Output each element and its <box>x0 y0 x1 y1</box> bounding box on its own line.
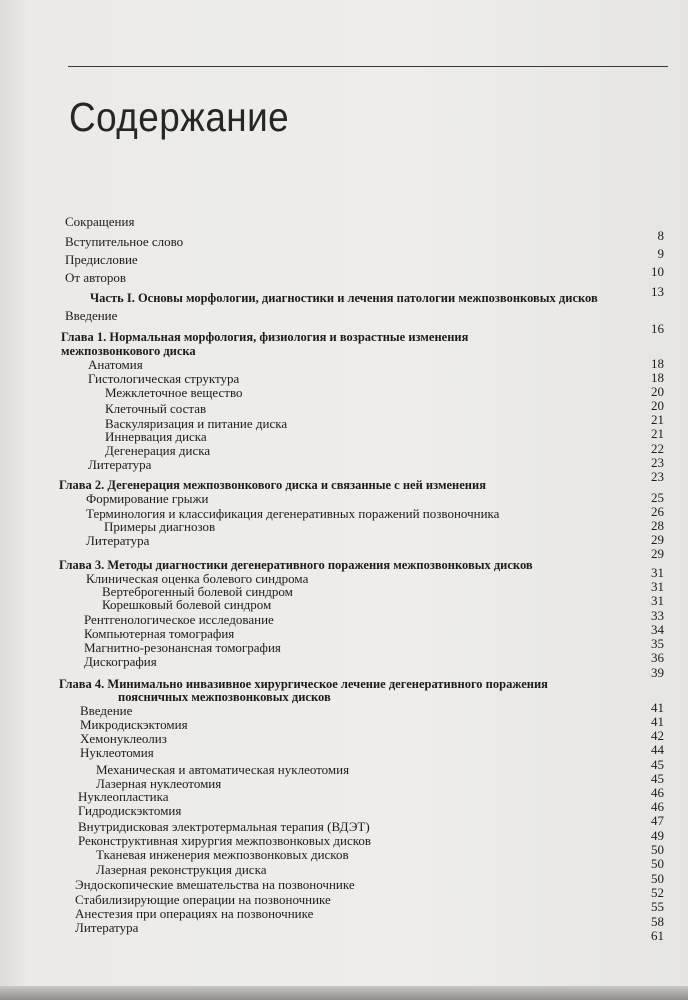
toc-entry-text: Хемонуклеолиз <box>80 731 167 746</box>
toc-page-number: 31 <box>651 579 664 594</box>
toc-chapter-heading: межпозвонкового диска <box>61 344 196 358</box>
toc-entry-text: Сокращения <box>65 214 135 229</box>
toc-page-number: 49 <box>651 828 664 843</box>
toc-entry-text: Дискография <box>84 654 157 669</box>
top-rule <box>68 66 668 67</box>
toc-page-number: 42 <box>651 728 664 743</box>
toc-entry-text: Гидродискэктомия <box>78 803 182 818</box>
toc-page-number: 29 <box>651 532 664 547</box>
toc-entry-text: Стабилизирующие операции на позвоночнике <box>75 892 331 907</box>
toc-page-number: 36 <box>651 650 664 665</box>
toc-page-number: 10 <box>651 264 664 279</box>
toc-page-number: 18 <box>651 370 664 385</box>
toc-page-number: 46 <box>651 799 664 814</box>
toc-page-number: 21 <box>651 412 664 427</box>
toc-page-number: 50 <box>651 856 664 871</box>
toc-page-number: 18 <box>651 356 664 371</box>
toc-entry-text: Анестезия при операциях на позвоночнике <box>75 906 314 921</box>
toc-entry-text: Формирование грыжи <box>86 491 209 506</box>
toc-page-number: 20 <box>651 398 664 413</box>
toc-entry-text: Предисловие <box>65 252 138 267</box>
toc-page-number: 31 <box>651 565 664 580</box>
toc-part-heading: Часть I. Основы морфологии, диагностики и лечения патологии межпозвонковых дисков <box>90 291 598 305</box>
toc-page-number: 41 <box>651 714 664 729</box>
toc-page-number: 61 <box>651 928 664 943</box>
toc-page-number: 20 <box>651 384 664 399</box>
toc-chapter-heading: Глава 3. Методы диагностики дегенеративного поражения межпозвонковых дисков <box>59 558 533 572</box>
toc-page-number: 35 <box>651 636 664 651</box>
toc-entry-text: Примеры диагнозов <box>104 519 216 534</box>
toc-entry-text: Корешковый болевой синдром <box>102 597 272 612</box>
toc-page-number: 45 <box>651 771 664 786</box>
toc-chapter-heading: Глава 2. Дегенерация межпозвонкового диска и связанные с ней изменения <box>59 478 486 492</box>
toc-page-number: 39 <box>651 665 664 680</box>
toc-page-number: 31 <box>651 593 664 608</box>
toc-entry-text: Межклеточное вещество <box>105 385 243 400</box>
toc-entry-text: Анатомия <box>88 357 143 372</box>
toc-entry-text: Васкуляризация и питание диска <box>105 416 288 431</box>
toc-entry-text: Лазерная нуклеотомия <box>96 776 222 791</box>
toc-chapter-heading: Глава 1. Нормальная морфология, физиология и возрастные изменения <box>61 330 469 344</box>
toc-entry-text: Вертеброгенный болевой синдром <box>102 584 293 599</box>
toc-page-number: 8 <box>657 228 664 243</box>
toc-entry-text: Гистологическая структура <box>88 371 240 386</box>
toc-entry-text: От авторов <box>65 270 127 285</box>
toc-page-number: 34 <box>651 622 664 637</box>
toc-chapter-heading: Глава 4. Минимально инвазивное хирургическое лечение дегенеративного поражения <box>59 677 548 691</box>
toc-entry-text: Рентгенологическое исследование <box>84 612 274 627</box>
toc-page-number: 9 <box>657 246 664 261</box>
toc-page-number: 44 <box>651 742 664 757</box>
toc-page-number: 23 <box>651 469 664 484</box>
toc-entry-text: Эндоскопические вмешательства на позвоночнике <box>75 877 355 892</box>
toc-entry-text: Магнитно-резонансная томография <box>84 640 281 655</box>
toc-entry-text: Терминология и классификация дегенеративных поражений позвоночника <box>86 506 500 521</box>
toc-entry-text: Вступительное слово <box>65 234 184 249</box>
toc-page-number: 33 <box>651 608 664 623</box>
toc-entry-text: Введение <box>80 703 133 718</box>
toc-entry-text: Тканевая инженерия межпозвонковых дисков <box>96 847 349 862</box>
toc-entry-text: Компьютерная томография <box>84 626 235 641</box>
toc-page-number: 50 <box>651 842 664 857</box>
toc-page-number: 29 <box>651 546 664 561</box>
toc-page-number: 47 <box>651 813 664 828</box>
toc-chapter-heading: поясничных межпозвонковых дисков <box>118 690 331 704</box>
page-bottom-edge <box>0 986 688 1000</box>
toc-page-number: 52 <box>651 885 664 900</box>
toc-page-number: 55 <box>651 899 664 914</box>
toc-entry-text: Микродискэктомия <box>80 717 188 732</box>
toc-entry-text: Клиническая оценка болевого синдрома <box>86 571 309 586</box>
toc-entry-text: Нуклеопластика <box>78 789 169 804</box>
toc-page-number: 45 <box>651 757 664 772</box>
toc-page-number: 26 <box>651 504 664 519</box>
toc-page-number: 23 <box>651 455 664 470</box>
toc-entry-text: Введение <box>65 308 118 323</box>
toc-entry-text: Литература <box>86 533 150 548</box>
toc-page-number: 41 <box>651 700 664 715</box>
toc-page-number: 16 <box>651 321 664 336</box>
toc-page-number: 22 <box>651 441 664 456</box>
toc-page-number: 50 <box>651 871 664 886</box>
toc-entry-text: Иннервация диска <box>105 429 207 444</box>
toc-page-number: 58 <box>651 914 664 929</box>
toc-entry-text: Литература <box>88 457 152 472</box>
toc-entry-text: Дегенерация диска <box>105 443 211 458</box>
page-title: Содержание <box>69 94 290 141</box>
toc-page-number: 25 <box>651 490 664 505</box>
toc-entry-text: Реконструктивная хирургия межпозвонковых дисков <box>78 833 372 848</box>
toc-page-number: 13 <box>651 284 664 299</box>
toc-entry-text: Клеточный состав <box>105 401 207 416</box>
toc-page-number: 28 <box>651 518 664 533</box>
toc-entry-text: Лазерная реконструкция диска <box>96 862 267 877</box>
toc-entry-text: Литература <box>75 920 139 935</box>
toc-entry-text: Внутридисковая электротермальная терапия (ВДЭТ) <box>78 819 370 834</box>
toc-entry-text: Нуклеотомия <box>80 745 154 760</box>
toc-page-number: 46 <box>651 785 664 800</box>
toc-page-number: 21 <box>651 426 664 441</box>
toc-entry-text: Механическая и автоматическая нуклеотомия <box>96 762 350 777</box>
